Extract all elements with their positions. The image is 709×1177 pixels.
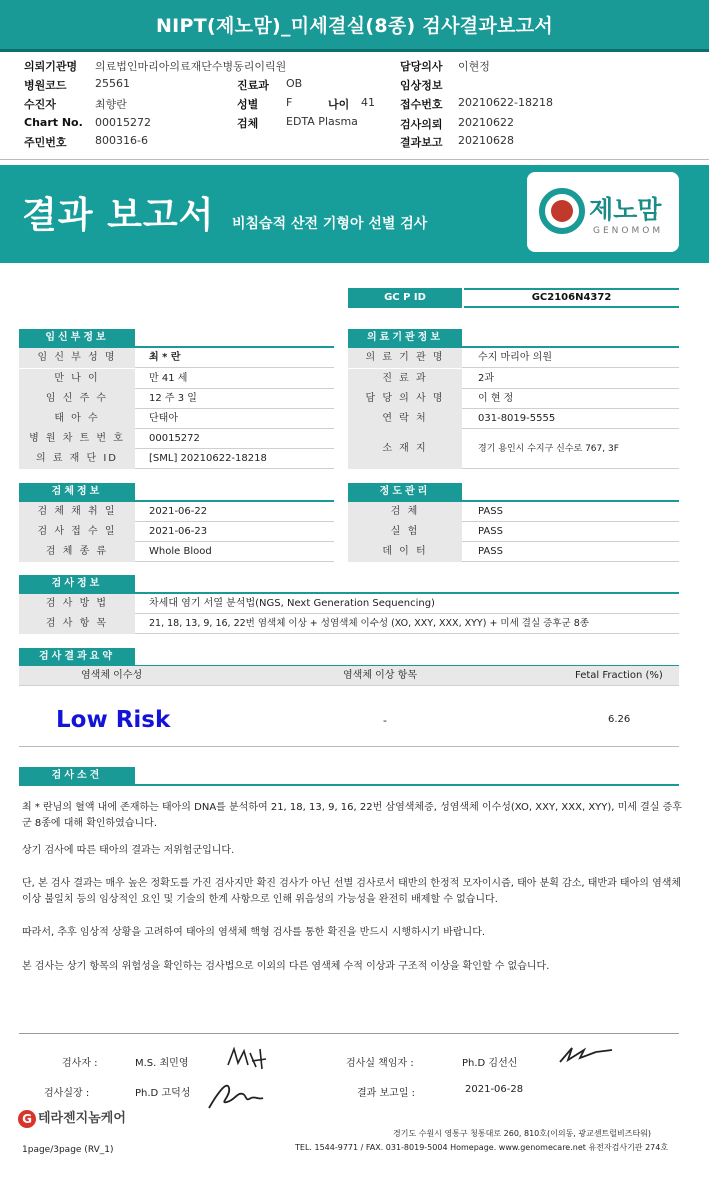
info-divider bbox=[0, 159, 709, 160]
row-value: 수지 마리아 의원 bbox=[478, 352, 552, 363]
tester-signature-icon bbox=[222, 1043, 272, 1073]
summary-col-aneuploidy: 염색체 이수성 bbox=[81, 670, 143, 681]
row-label: 연 락 처 bbox=[348, 409, 462, 429]
request-value: 20210622 bbox=[458, 116, 514, 129]
dept-label: 진료과 bbox=[237, 79, 269, 92]
director-label: 검사실장 : bbox=[44, 1088, 90, 1099]
row-label: 태 아 수 bbox=[19, 409, 135, 429]
table-row bbox=[19, 449, 334, 469]
request-label: 검사의뢰 bbox=[400, 118, 443, 131]
qc-heading: 정도관리 bbox=[348, 483, 462, 500]
lab-head-value: Ph.D 김선신 bbox=[462, 1058, 518, 1069]
test-heading: 검사정보 bbox=[19, 575, 135, 592]
row-value: [SML] 20210622-18218 bbox=[149, 453, 267, 464]
rrn-value: 800316-6 bbox=[95, 134, 148, 147]
fetal-fraction-value: 6.26 bbox=[608, 714, 631, 725]
row-value: PASS bbox=[478, 506, 503, 517]
doctor-label: 담당의사 bbox=[400, 60, 443, 73]
row-label: 의 료 기 관 명 bbox=[348, 348, 462, 368]
logo-korean: 제노맘 bbox=[589, 195, 662, 224]
row-label: 검 체 bbox=[348, 502, 462, 522]
abnormal-value: - bbox=[383, 714, 387, 727]
row-label: 검 사 항 목 bbox=[19, 614, 135, 634]
findings-paragraph: 단, 본 검사 결과는 매우 높은 정확도를 가진 검사지만 확진 검사가 아닌 선별 검사로서 태반의 한정적 모자이시즘, 태아 분획 감소, 태반과 태아의 염색체 이상 불일치 등의 임상적인 요인 및 기술의 한계 사항으로 인해 위음성의 가능성을 완전히 배제할 수 없습니다. bbox=[22, 878, 682, 905]
findings-paragraph: 본 검사는 상기 항목의 위험성을 확인하는 검사법으로 이외의 다른 염색체 수적 이상과 구조적 이상을 확인할 수 없습니다. bbox=[22, 961, 550, 972]
row-value: 21, 18, 13, 9, 16, 22번 염색체 이상 + 성염색체 이수성 (XO, XXY, XXX, XYY) + 미세 결실 증후군 8종 bbox=[149, 618, 589, 629]
sex-value: F bbox=[286, 96, 293, 109]
row-value: 단태아 bbox=[149, 413, 178, 424]
specimen-label: 검체 bbox=[237, 117, 259, 130]
table-row bbox=[348, 502, 679, 522]
row-value: 만 41 세 bbox=[149, 373, 188, 384]
findings-paragraph: 따라서, 추후 임상적 상황을 고려하여 태아의 염색체 핵형 검사를 통한 확진을 반드시 시행하시기 바랍니다. bbox=[22, 927, 486, 938]
gcpid-value: GC2106N4372 bbox=[464, 288, 679, 308]
findings-paragraph: 최 * 란님의 혈액 내에 존재하는 태아의 DNA를 분석하여 21, 18, 13, 9, 16, 22번 삼염색체증, 성염색체 이수성(XO, XXY, XXX, XYY), 미세 결실 증후군 8종에 대해 확인하였습니다. bbox=[22, 802, 682, 829]
age-label: 나이 bbox=[328, 98, 350, 111]
report-title-bar bbox=[0, 0, 709, 52]
row-value: 12 주 3 일 bbox=[149, 393, 197, 404]
clinical-label: 임상정보 bbox=[400, 79, 443, 92]
table-row bbox=[348, 348, 679, 368]
row-label: 검 체 종 류 bbox=[19, 542, 135, 562]
row-value: PASS bbox=[478, 526, 503, 537]
table-row bbox=[19, 369, 334, 389]
genomom-logo bbox=[527, 172, 679, 252]
patient-value: 최향란 bbox=[95, 98, 127, 111]
chart-label: Chart No. bbox=[24, 116, 83, 129]
pregnant-heading: 임신부정보 bbox=[19, 329, 135, 346]
row-label: 검 사 방 법 bbox=[19, 594, 135, 614]
clinic-heading: 의료기관정보 bbox=[348, 329, 462, 346]
order-info bbox=[0, 55, 709, 155]
row-label: 진 료 과 bbox=[348, 369, 462, 389]
banner-subtitle: 비침습적 산전 기형아 선별 검사 bbox=[232, 216, 428, 232]
summary-heading: 검사결과요약 bbox=[19, 648, 135, 665]
row-label: 의 료 재 단 ID bbox=[19, 449, 135, 469]
summary-col-abnormal: 염색체 이상 항목 bbox=[343, 670, 417, 681]
row-value: 2021-06-23 bbox=[149, 526, 208, 537]
row-label: 소 재 지 bbox=[348, 429, 462, 469]
receipt-value: 20210622-18218 bbox=[458, 96, 553, 109]
sex-label: 성별 bbox=[237, 98, 259, 111]
dept-value: OB bbox=[286, 77, 303, 90]
row-label: 임 신 부 성 명 bbox=[19, 348, 135, 368]
table-row bbox=[348, 542, 679, 562]
findings-heading-line bbox=[19, 784, 679, 786]
lab-head-signature-icon bbox=[556, 1042, 616, 1068]
row-label: 검 체 채 취 일 bbox=[19, 502, 135, 522]
row-label: 실 험 bbox=[348, 522, 462, 542]
report-date-value: 20210628 bbox=[458, 134, 514, 147]
risk-result: Low Risk bbox=[56, 707, 171, 733]
row-value: 경기 용인시 수지구 신수로 767, 3F bbox=[478, 444, 619, 454]
page-indicator: 1page/3page (RV_1) bbox=[22, 1145, 114, 1155]
receipt-label: 접수번호 bbox=[400, 98, 443, 111]
row-value: 이 현 정 bbox=[478, 393, 514, 404]
table-row bbox=[348, 389, 679, 409]
terragen-logo bbox=[18, 1107, 126, 1128]
table-row bbox=[19, 594, 679, 614]
row-value: 최 * 란 bbox=[149, 352, 181, 363]
table-row bbox=[19, 409, 334, 429]
row-value: 차세대 염기 서열 분석법(NGS, Next Generation Sequencing) bbox=[149, 598, 435, 609]
gcpid-label: GC P ID bbox=[348, 288, 462, 308]
table-row bbox=[348, 522, 679, 542]
row-value: Whole Blood bbox=[149, 546, 212, 557]
signature-divider bbox=[19, 1033, 679, 1034]
footer-address: 경기도 수원시 영통구 청통대로 260, 810호(이의동, 광교센트럴비즈타워) bbox=[393, 1129, 652, 1138]
summary-table-header bbox=[19, 666, 679, 686]
row-value: 2021-06-22 bbox=[149, 506, 208, 517]
row-value: PASS bbox=[478, 546, 503, 557]
report-date-sign-value: 2021-06-28 bbox=[465, 1084, 524, 1095]
row-label: 데 이 터 bbox=[348, 542, 462, 562]
table-row bbox=[348, 369, 679, 389]
table-row bbox=[19, 614, 679, 634]
row-value: 2과 bbox=[478, 373, 495, 384]
terragen-logo-icon: G bbox=[18, 1110, 36, 1128]
report-title: NIPT(제노맘)_미세결실(8종) 검사결과보고서 bbox=[155, 15, 554, 37]
chart-value: 00015272 bbox=[95, 116, 151, 129]
summary-divider bbox=[19, 746, 679, 747]
report-date-sign-label: 결과 보고일 : bbox=[357, 1088, 416, 1099]
logo-english: GENOMOM bbox=[593, 226, 664, 236]
table-row bbox=[19, 389, 334, 409]
doctor-value: 이현정 bbox=[458, 60, 490, 73]
banner-title: 결과 보고서 bbox=[22, 195, 215, 236]
logo-core-icon bbox=[551, 200, 573, 222]
institution-value: 의료법인마리아의료재단수병동리이릭원 bbox=[95, 60, 287, 73]
findings-heading: 검사소견 bbox=[19, 767, 135, 784]
hospital-code-value: 25561 bbox=[95, 77, 130, 90]
table-row bbox=[348, 409, 679, 429]
row-label: 담 당 의 사 명 bbox=[348, 389, 462, 409]
row-label: 병 원 차 트 번 호 bbox=[19, 429, 135, 449]
row-label: 임 신 주 수 bbox=[19, 389, 135, 409]
specimen-value: EDTA Plasma bbox=[286, 115, 358, 128]
findings-paragraph: 상기 검사에 따른 태아의 결과는 저위험군입니다. bbox=[22, 845, 235, 856]
director-signature-icon bbox=[205, 1074, 267, 1114]
specimen-heading: 검체정보 bbox=[19, 483, 135, 500]
row-label: 만 나 이 bbox=[19, 369, 135, 389]
table-row bbox=[348, 429, 679, 469]
row-label: 검 사 접 수 일 bbox=[19, 522, 135, 542]
table-row bbox=[19, 502, 334, 522]
institution-label: 의뢰기관명 bbox=[24, 60, 78, 73]
tester-value: M.S. 최민영 bbox=[135, 1058, 189, 1069]
rrn-label: 주민번호 bbox=[24, 136, 67, 149]
hospital-code-label: 병원코드 bbox=[24, 79, 67, 92]
table-row bbox=[19, 542, 334, 562]
lab-head-label: 검사실 책임자 : bbox=[346, 1058, 414, 1069]
terragen-brand-name: 테라젠지놈케어 bbox=[38, 1111, 126, 1126]
director-value: Ph.D 고덕성 bbox=[135, 1088, 191, 1099]
report-date-label: 결과보고 bbox=[400, 136, 443, 149]
age-value: 41 bbox=[361, 96, 375, 109]
summary-col-fetal-fraction: Fetal Fraction (%) bbox=[575, 670, 663, 681]
tester-label: 검사자 : bbox=[62, 1058, 98, 1069]
footer-contact: TEL. 1544-9771 / FAX. 031-8019-5004 Homepage. www.genomecare.net 유전자검사기관 274호 bbox=[295, 1143, 669, 1152]
row-value: 00015272 bbox=[149, 433, 200, 444]
patient-label: 수진자 bbox=[24, 98, 56, 111]
table-row bbox=[19, 429, 334, 449]
table-row bbox=[19, 522, 334, 542]
row-value: 031-8019-5555 bbox=[478, 413, 556, 424]
table-row bbox=[19, 348, 334, 368]
